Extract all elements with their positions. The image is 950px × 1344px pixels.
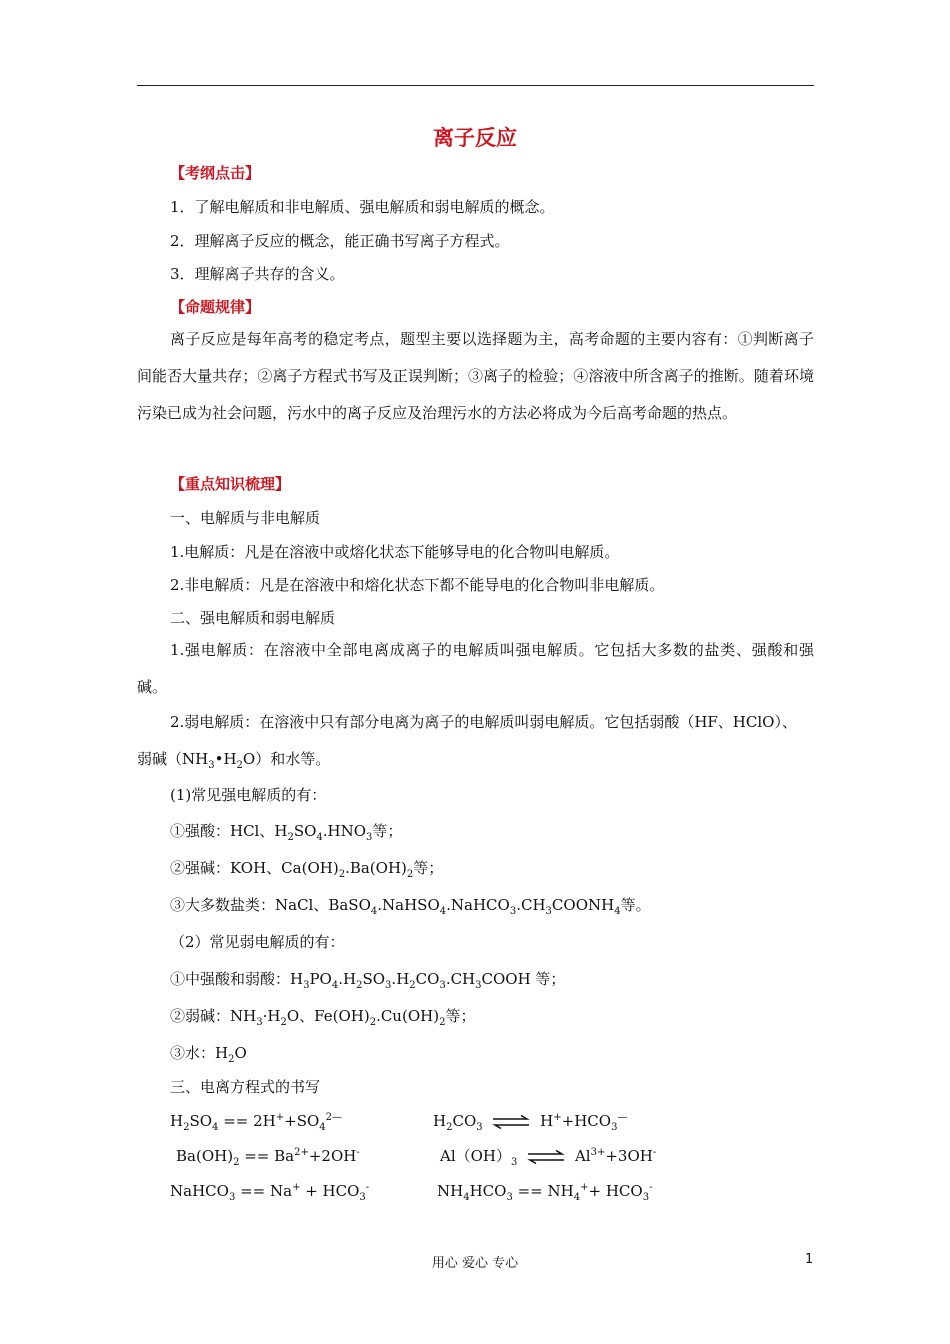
mingti-paragraph: 离子反应是每年高考的稳定考点，题型主要以选择题为主，高考命题的主要内容有：①判断离子间能否大量共存；②离子方程式书写及正误判断；③离子的检验；④溶液中所含离子的推断。随着环境污染已成为社会问题，污水中的离子反应及治理污水的方法必将成为今后高考命题的热点。 bbox=[137, 330, 814, 422]
header-rule bbox=[137, 85, 814, 86]
equation-aloh3: $Al(OH)_3$ $Al^{3+}+3OH^-$ bbox=[440, 1147, 657, 1168]
section-heading-zhongdian: 【重点知识梳理】 bbox=[170, 475, 291, 493]
page-footer: 用心 爱心 专心 bbox=[431, 1256, 519, 1271]
section-heading-kaogang: 【考纲点击】 bbox=[170, 164, 261, 182]
page-title: 离子反应 bbox=[433, 126, 517, 150]
definition-strong-electrolyte: 1.强电解质：在溶液中全部电离成离子的电解质叫强电解质。它包括大多数的盐类、强酸和强碱。 bbox=[137, 641, 814, 696]
equation-nahco3: NaHCO$_3$ == $Na^+ + HCO_3^-$ bbox=[170, 1182, 370, 1203]
page-number: 1 bbox=[805, 1252, 814, 1267]
weak-base-line: 弱碱$(NH_3•H_2O)$和水等。 bbox=[137, 750, 331, 771]
most-salts: ③大多数盐类：NaCl、$BaSO_4.NaHSO_4.NaHCO_3.CH_3COONH_4$等。 bbox=[170, 896, 651, 917]
definition-electrolyte: 1.电解质：凡是在溶液中或熔化状态下能够导电的化合物叫电解质。 bbox=[170, 543, 620, 561]
equilibrium-arrow-icon bbox=[491, 1115, 531, 1129]
equilibrium-arrow-icon bbox=[526, 1150, 566, 1164]
equation-baoh2: $Ba(OH)_2 == Ba^{2+}+2OH^-$ bbox=[176, 1147, 360, 1168]
equation-nh4hco3: $NH_4HCO_3 == NH_4^++ HCO_3^-$ bbox=[437, 1182, 653, 1203]
weak-acids: ①中强酸和弱酸：$H_3PO_4.H_2SO_3.H_2CO_3.CH_3COOH$ 等； bbox=[170, 970, 566, 991]
kaogang-item-1: 1．了解电解质和非电解质、强电解质和弱电解质的概念。 bbox=[170, 198, 555, 216]
heading-strong-weak: 二、强电解质和弱电解质 bbox=[170, 609, 336, 627]
definition-weak-electrolyte: 2.弱电解质：在溶液中只有部分电离为离子的电解质叫弱电解质。它包括弱酸（HF、HClO）、 bbox=[170, 713, 797, 731]
definition-non-electrolyte: 2.非电解质：凡是在溶液中和熔化状态下都不能导电的化合物叫非电解质。 bbox=[170, 576, 665, 594]
common-weak-heading: （2）常见弱电解质的有： bbox=[170, 933, 345, 951]
kaogang-item-2: 2．理解离子反应的概念，能正确书写离子方程式。 bbox=[170, 232, 510, 250]
water: ③水：$H_2O$ bbox=[170, 1044, 247, 1065]
strong-acids: ①强酸：HCl、$H_2SO_4.HNO_3$等； bbox=[170, 822, 403, 843]
kaogang-item-3: 3．理解离子共存的含义。 bbox=[170, 265, 345, 283]
weak-bases: ②弱碱：$NH_3\cdot H_2O$、$Fe(OH)_2.Cu(OH)_2$等； bbox=[170, 1007, 476, 1028]
common-strong-heading: (1)常见强电解质的有： bbox=[170, 786, 327, 804]
section-heading-mingti: 【命题规律】 bbox=[170, 298, 261, 316]
equation-h2co3: $H_2CO_3$ $H^++HCO_3^—$ bbox=[433, 1112, 628, 1133]
heading-electrolyte: 一、电解质与非电解质 bbox=[170, 509, 321, 527]
strong-bases: ②强碱：KOH、$Ca(OH)_2.Ba(OH)_2$等； bbox=[170, 859, 444, 880]
equation-h2so4: $H_2SO_4 == 2H^++SO_4^{2—}$ bbox=[170, 1112, 343, 1133]
heading-ionization-equations: 三、电离方程式的书写 bbox=[170, 1078, 321, 1096]
